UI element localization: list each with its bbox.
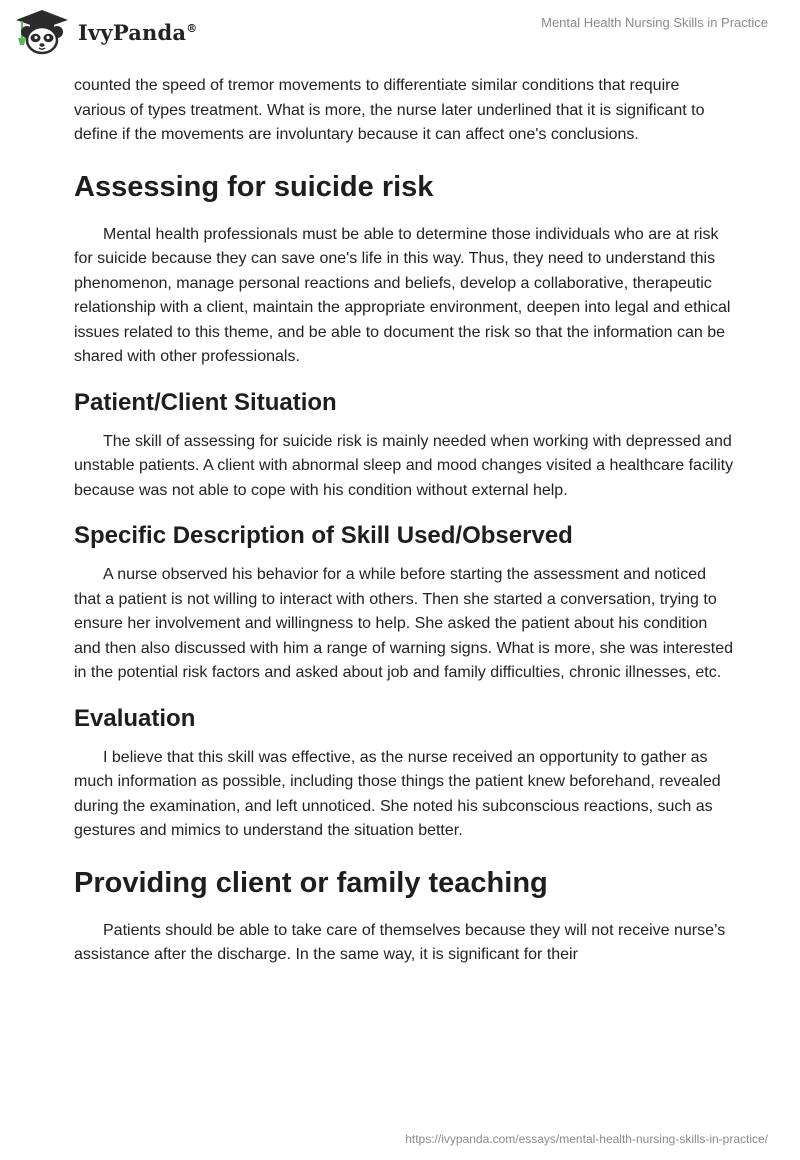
heading-client-situation: Patient/Client Situation xyxy=(74,388,337,416)
panda-graduate-icon xyxy=(14,8,70,56)
brand-logo[interactable] xyxy=(14,8,197,56)
intro-paragraph: counted the speed of tremor movements to differentiate similar conditions that require various of types treatment. What is more, the nurse later underlined that it is significant to define if the movements are involuntary because it can affect one's conclusions. xyxy=(74,77,705,143)
paragraph-skill-description: A nurse observed his behavior for a while before starting the assessment and noticed that a patient is not willing to interact with others. Then she started a conversation, trying to ensure her involvement and willingness to help. She asked the patient about his condition and then also discussed with him a range of warning signs. What is more, she was interested in the potential risk factors and asked about job and family difficulties, chronic illnesses, etc. xyxy=(74,566,733,681)
heading-suicide-risk: Assessing for suicide risk xyxy=(74,170,434,203)
paragraph-client-situation: The skill of assessing for suicide risk is mainly needed when working with depressed and unstable patients. A client with abnormal sleep and mood changes visited a healthcare facility because was not able to cope with his condition without external help. xyxy=(74,432,734,499)
essay-body xyxy=(74,74,734,968)
paragraph-suicide-risk: Mental health professionals must be able to determine those individuals who are at risk for suicide because they can save one's life in this way. Thus, they need to understand this phenomenon, manage personal reactions and beliefs, develop a collaborative, therapeutic relationship with a client, maintain the appropriate environment, deepen into legal and ethical issues related to this theme, and be able to document the risk so that the information can be shared with other professionals. xyxy=(74,225,731,365)
heading-evaluation: Evaluation xyxy=(74,704,196,732)
heading-skill-description: Specific Description of Skill Used/Observed xyxy=(74,522,573,549)
source-url[interactable]: https://ivypanda.com/essays/mental-health-nursing-skills-in-practice/ xyxy=(405,1132,768,1146)
page-header xyxy=(0,0,800,66)
paragraph-client-teaching: Patients should be able to take care of themselves because they will not receive nurse’s assistance after the discharge. In the same way, it is significant for their xyxy=(74,921,726,963)
paragraph-evaluation: I believe that this skill was effective, as the nurse received an opportunity to gather as much information as possible, including those things the patient knew beforehand, revealed during the examination, and left unnoticed. She noted his subconscious reactions, such as gestures and mimics to understand the situation better. xyxy=(74,748,721,839)
heading-client-teaching: Providing client or family teaching xyxy=(74,866,548,899)
brand-name: IvyPanda® xyxy=(78,19,198,45)
document-title: Mental Health Nursing Skills in Practice xyxy=(541,15,768,30)
